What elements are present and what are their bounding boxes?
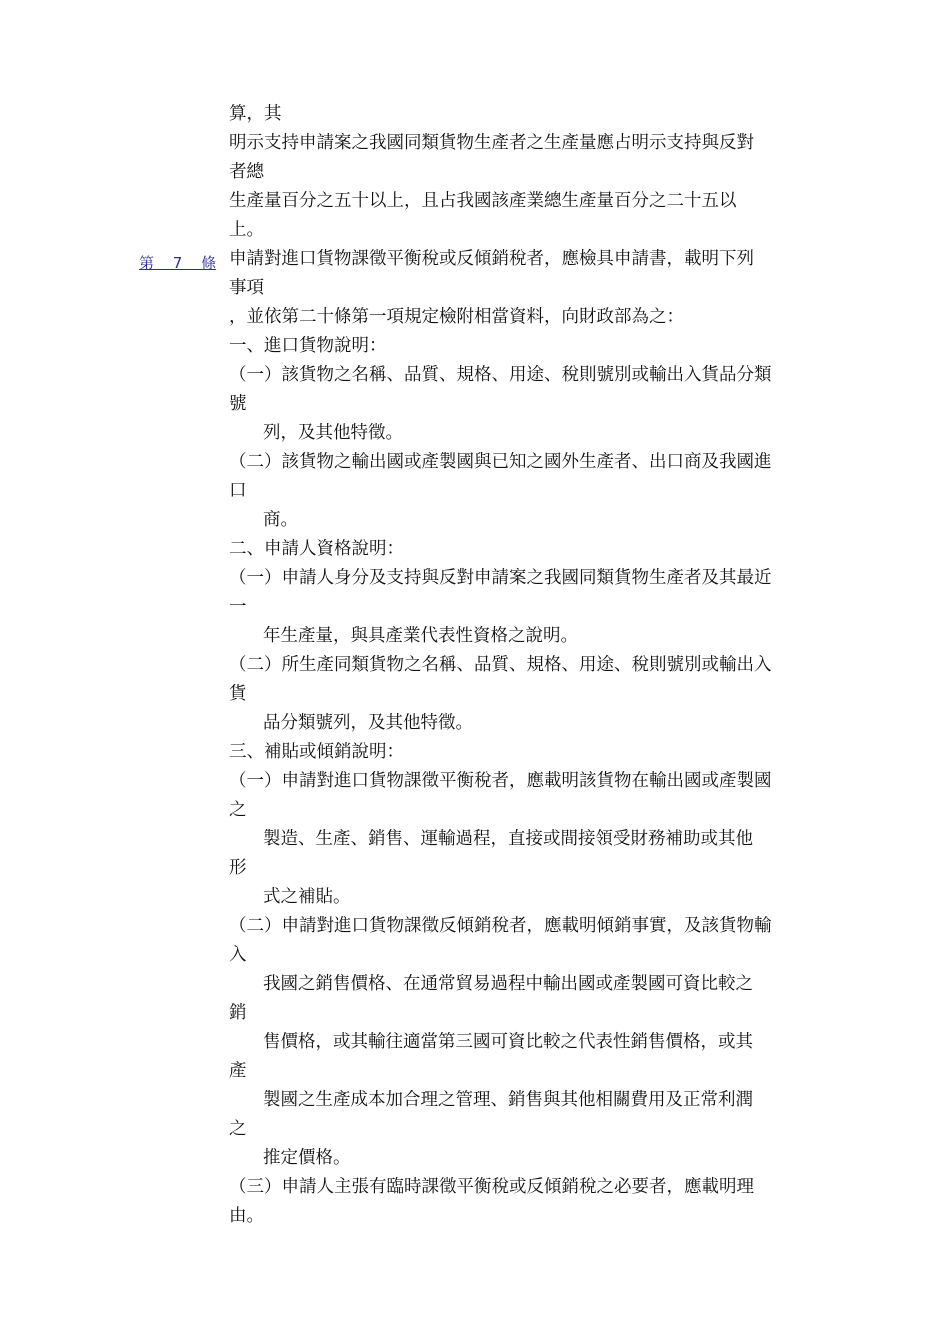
text-line: 上。 (229, 220, 264, 240)
text-line: （二）申請對進口貨物課徵反傾銷稅者，應載明傾銷事實，及該貨物輸 (229, 916, 772, 936)
text-line: 銷 (229, 1003, 247, 1023)
text-line: 申請對進口貨物課徵平衡稅或反傾銷稅者，應檢具申請書，載明下列 (229, 249, 754, 269)
text-line: 之 (229, 1119, 247, 1139)
text-line: 式之補貼。 (263, 887, 351, 907)
text-line: 二、申請人資格說明： (229, 539, 404, 559)
text-line: 製國之生產成本加合理之管理、銷售與其他相關費用及正常利潤 (263, 1090, 753, 1110)
text-line: （一）申請人身分及支持與反對申請案之我國同類貨物生產者及其最近 (229, 568, 772, 588)
text-line: 推定價格。 (263, 1148, 351, 1168)
text-line: （一）申請對進口貨物課徵平衡稅者，應載明該貨物在輸出國或產製國 (229, 771, 772, 791)
text-line: 口 (229, 481, 247, 501)
text-line: 入 (229, 945, 247, 965)
text-line: （一）該貨物之名稱、品質、規格、用途、稅則號別或輸出入貨品分類 (229, 365, 772, 385)
text-line: 之 (229, 800, 247, 820)
text-line: （二）所生產同類貨物之名稱、品質、規格、用途、稅則號別或輸出入 (229, 655, 772, 675)
text-line: 品分類號列，及其他特徵。 (263, 713, 473, 733)
text-line: 形 (229, 858, 247, 878)
text-line: 算，其 (229, 104, 282, 124)
text-line: 者總 (229, 162, 264, 182)
text-line: 列，及其他特徵。 (263, 423, 403, 443)
article-7-link[interactable]: 第 7 條 (139, 254, 217, 272)
text-line: 由。 (229, 1206, 264, 1226)
text-line: 一 (229, 597, 247, 617)
text-line: （二）該貨物之輸出國或產製國與已知之國外生產者、出口商及我國進 (229, 452, 772, 472)
text-line: 明示支持申請案之我國同類貨物生產者之生產量應占明示支持與反對 (229, 133, 754, 153)
text-line: （三）申請人主張有臨時課徵平衡稅或反傾銷稅之必要者，應載明理 (229, 1177, 754, 1197)
text-line: ，並依第二十條第一項規定檢附相當資料，向財政部為之： (229, 307, 684, 327)
text-line: 售價格，或其輸往適當第三國可資比較之代表性銷售價格，或其 (263, 1032, 753, 1052)
text-line: 商。 (263, 510, 298, 530)
text-line: 製造、生產、銷售、運輸過程，直接或間接領受財務補助或其他 (263, 829, 753, 849)
text-line: 貨 (229, 684, 247, 704)
text-line: 生產量百分之五十以上，且占我國該產業總生產量百分之二十五以 (229, 191, 737, 211)
text-line: 事項 (229, 278, 264, 298)
text-line: 一、進口貨物說明： (229, 336, 387, 356)
text-line: 我國之銷售價格、在通常貿易過程中輸出國或產製國可資比較之 (263, 974, 753, 994)
text-line: 年生產量，與具產業代表性資格之說明。 (263, 626, 578, 646)
text-line: 號 (229, 394, 247, 414)
regulation-text (229, 100, 829, 1231)
text-line: 產 (229, 1061, 247, 1081)
text-line: 三、補貼或傾銷說明： (229, 742, 404, 762)
